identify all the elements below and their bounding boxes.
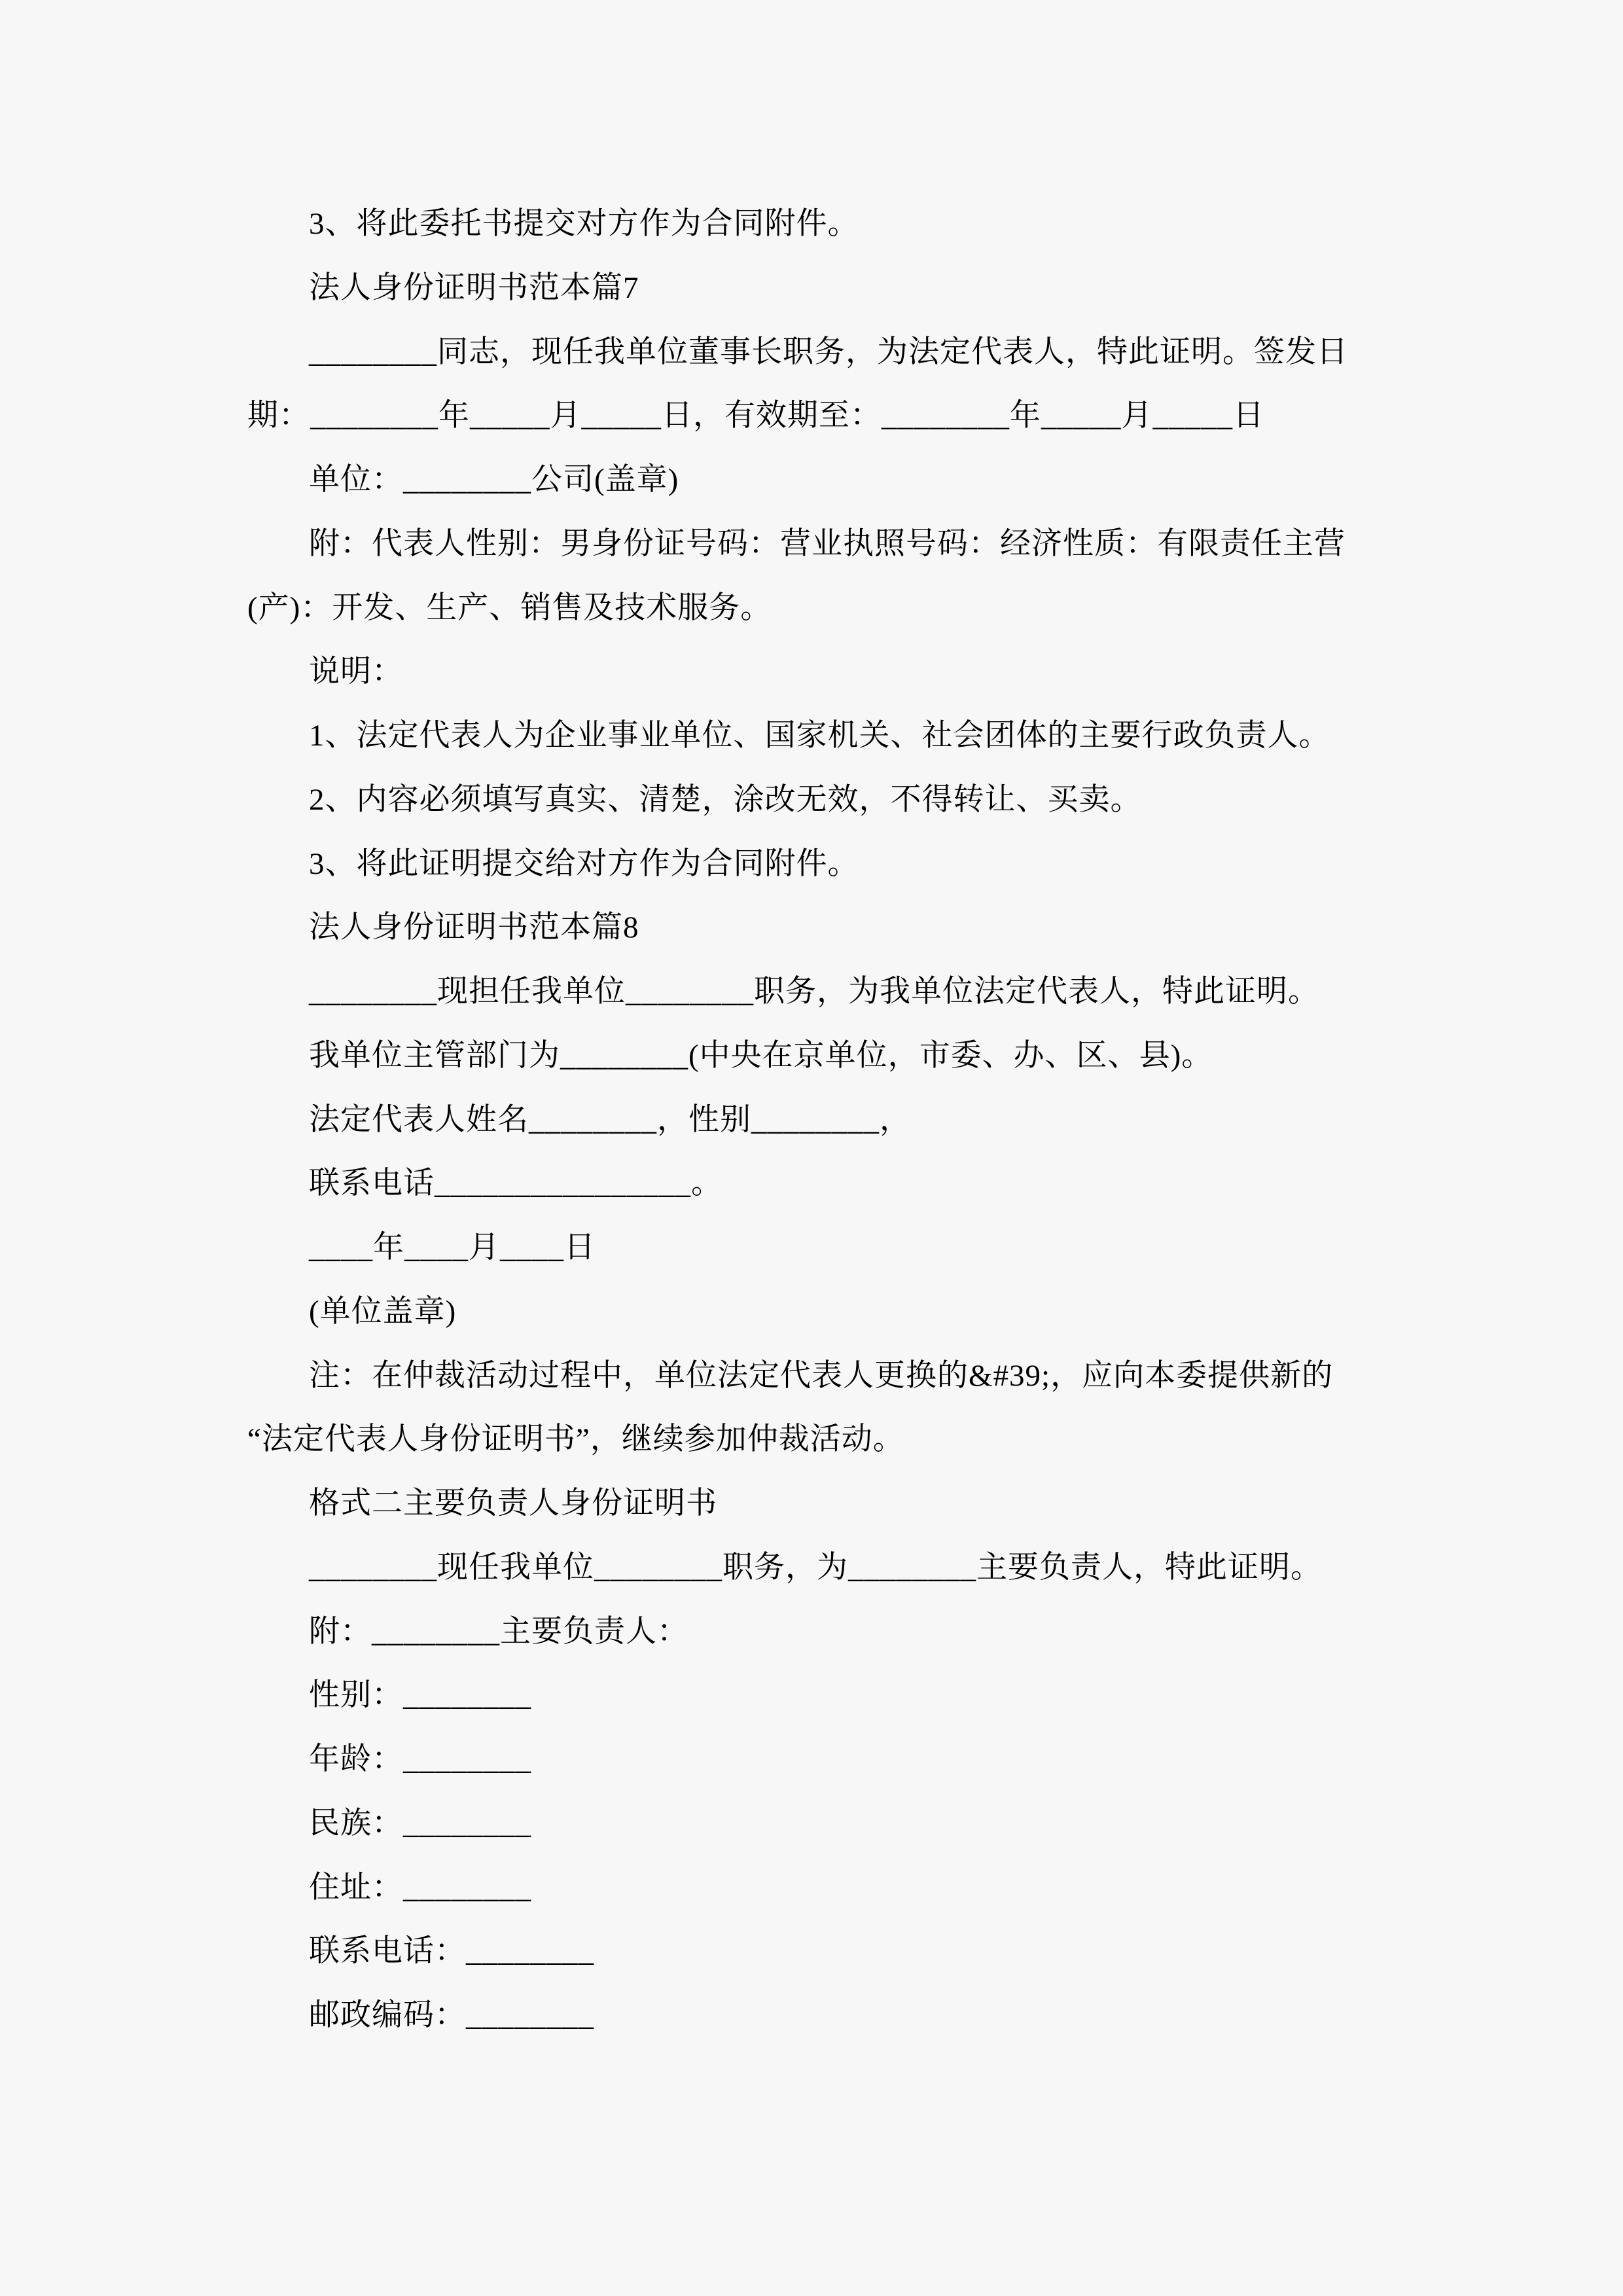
document-line: 年龄：________ xyxy=(309,1742,531,1776)
document-line: 2、内容必须填写真实、清楚，涂改无效，不得转让、买卖。 xyxy=(309,782,1142,817)
document-line: 注：在仲裁活动过程中，单位法定代表人更换的&#39;，应向本委提供新的 xyxy=(309,1358,1334,1393)
document-line: 附：________主要负责人： xyxy=(309,1614,688,1649)
document-line: 格式二主要负责人身份证明书 xyxy=(309,1486,717,1520)
document-line: ________现担任我单位________职务，为我单位法定代表人，特此证明。 xyxy=(309,975,1319,1009)
document-line: 1、法定代表人为企业事业单位、国家机关、社会团体的主要行政负责人。 xyxy=(309,719,1330,753)
document-line: 联系电话：________ xyxy=(309,1934,594,1969)
document-line: 单位：________公司(盖章) xyxy=(309,463,679,497)
document-line: 3、将此证明提交给对方作为合同附件。 xyxy=(309,846,859,881)
document-line: (单位盖章) xyxy=(309,1294,457,1329)
document-line: 法人身份证明书范本篇7 xyxy=(309,270,639,305)
document-line: 我单位主管部门为________(中央在京单位，市委、办、区、县)。 xyxy=(309,1038,1213,1073)
document-line: 3、将此委托书提交对方作为合同附件。 xyxy=(309,207,859,241)
document-line: 法人身份证明书范本篇8 xyxy=(309,910,639,945)
document-line: ____年____月____日 xyxy=(309,1230,596,1265)
document-line: 法定代表人姓名________，性别________， xyxy=(309,1102,911,1137)
document-line: 联系电话________________。 xyxy=(309,1166,722,1201)
document-line: 性别：________ xyxy=(309,1678,531,1713)
document-line: (产)：开发、生产、销售及技术服务。 xyxy=(247,590,772,625)
document-line: 民族：________ xyxy=(309,1806,531,1840)
document-line: 期：________年_____月_____日，有效期至：________年_____月_____日 xyxy=(247,399,1264,433)
document-line: 邮政编码：________ xyxy=(309,1998,594,2032)
document-line: “法定代表人身份证明书”，继续参加仲裁活动。 xyxy=(247,1422,904,1457)
document-line: ________现任我单位________职务，为________主要负责人，特此证明。 xyxy=(309,1550,1322,1585)
document-body xyxy=(247,192,1400,2048)
document-line: 说明： xyxy=(309,655,403,689)
document-line: 附：代表人性别：男身份证号码：营业执照号码：经济性质：有限责任主营 xyxy=(309,526,1346,561)
document-line: ________同志，现任我单位董事长职务，为法定代表人，特此证明。签发日 xyxy=(309,334,1348,369)
document-line: 住址：________ xyxy=(309,1870,531,1905)
